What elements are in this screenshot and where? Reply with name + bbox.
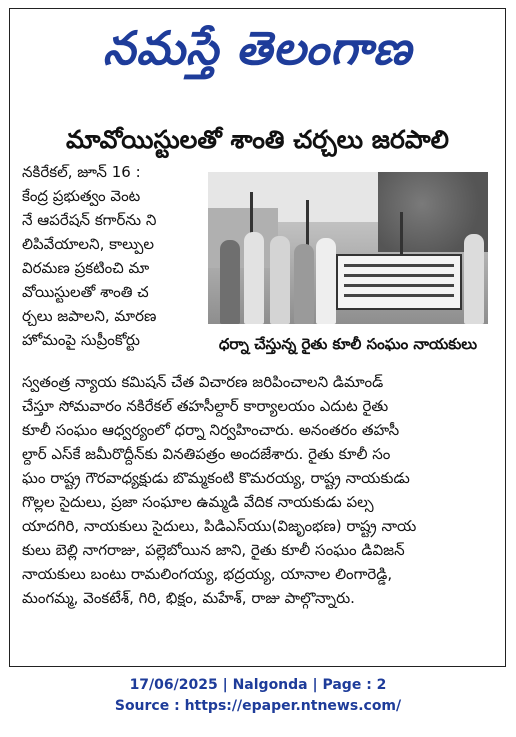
article-line: వోయిస్టులతో శాంతి చ [22, 283, 149, 301]
article-line: హోమంపై సుప్రీంకోర్టు [22, 331, 140, 349]
article-line: నే ఆపరేషన్ కగార్‌ను ని [22, 211, 157, 229]
photo-person [316, 238, 336, 324]
protest-banner [336, 254, 462, 310]
news-photo [208, 172, 488, 324]
photo-caption: ధర్నా చేస్తున్న రైతు కూలీ సంఘం నాయకులు [218, 335, 478, 353]
footer-source-link[interactable]: Source : https://epaper.ntnews.com/ [114, 698, 402, 714]
article-line: యాదగిరి, నాయకులు సైదులు, పిడిఎస్‌యు(విజృంభణ) రాష్ట్ర నాయ [22, 517, 417, 535]
article-line: మంగమ్మ, వెంకటేశ్, గిరి, భిక్షం, మహేశ్, రాజు పాల్గొన్నారు. [22, 589, 355, 607]
photo-person [294, 244, 314, 324]
article-headline: మావోయిస్టులతో శాంతి చర్చలు జరపాలి [66, 125, 449, 154]
article-line: గొల్లల సైదులు, ప్రజా సంఘాల ఉమ్మడి వేదిక నాయకుడు పల్స [22, 493, 374, 511]
article-line: చేస్తూ సోమవారం నకిరేకల్ తహసీల్దార్ కార్యాలయం ఎదుట రైతు [22, 397, 389, 415]
article-line: కేంద్ర ప్రభుత్వం వెంట [22, 187, 141, 205]
masthead-logo: నమస్తే తెలంగాణ [102, 21, 413, 75]
article-column-left [22, 160, 208, 352]
article-line: కూలీ సంఘం ఆధ్వర్యంలో ధర్నా నిర్వహించారు. అనంతరం తహసీ [22, 421, 400, 439]
photo-person [220, 240, 240, 324]
photo-person [244, 232, 264, 324]
article-line: లిపివేయాలని, కాల్పుల [22, 235, 155, 253]
article-line: ల్దార్ ఎస్‌కే జమీరొద్దీన్‌కు వినతిపత్రం అందజేశారు. రైతు కూలీ సం [22, 445, 391, 463]
footer-date-edition: 17/06/2025 | Nalgonda | Page : 2 [129, 677, 387, 693]
photo-person [464, 234, 484, 324]
article-line: విరమణ ప్రకటించి మా [22, 259, 150, 277]
article-line: కులు బెల్లి నాగరాజు, పల్లెబోయిన జాని, రైతు కూలీ సంఘం డివిజన్ [22, 541, 405, 559]
photo-building [208, 208, 278, 268]
article-line: ర్చలు జపాలని, మారణ [22, 307, 157, 325]
article-line: స్వతంత్ర న్యాయ కమిషన్ చేత విచారణ జరిపించాలని డిమాండ్ [22, 373, 384, 391]
photo-person [270, 236, 290, 324]
article-line: నాయకులు బంటు రామలింగయ్య, భద్రయ్య, యానాల లింగారెడ్డి, [22, 565, 393, 583]
article-column-full [22, 370, 480, 610]
article-line: ఘం రాష్ట్ర గౌరవాధ్యక్షుడు బొమ్మకంటి కొమరయ్య, రాష్ట్ర నాయకుడు [22, 469, 410, 487]
article-dateline: నకిరేకల్, జూన్ 16 : [22, 163, 141, 181]
